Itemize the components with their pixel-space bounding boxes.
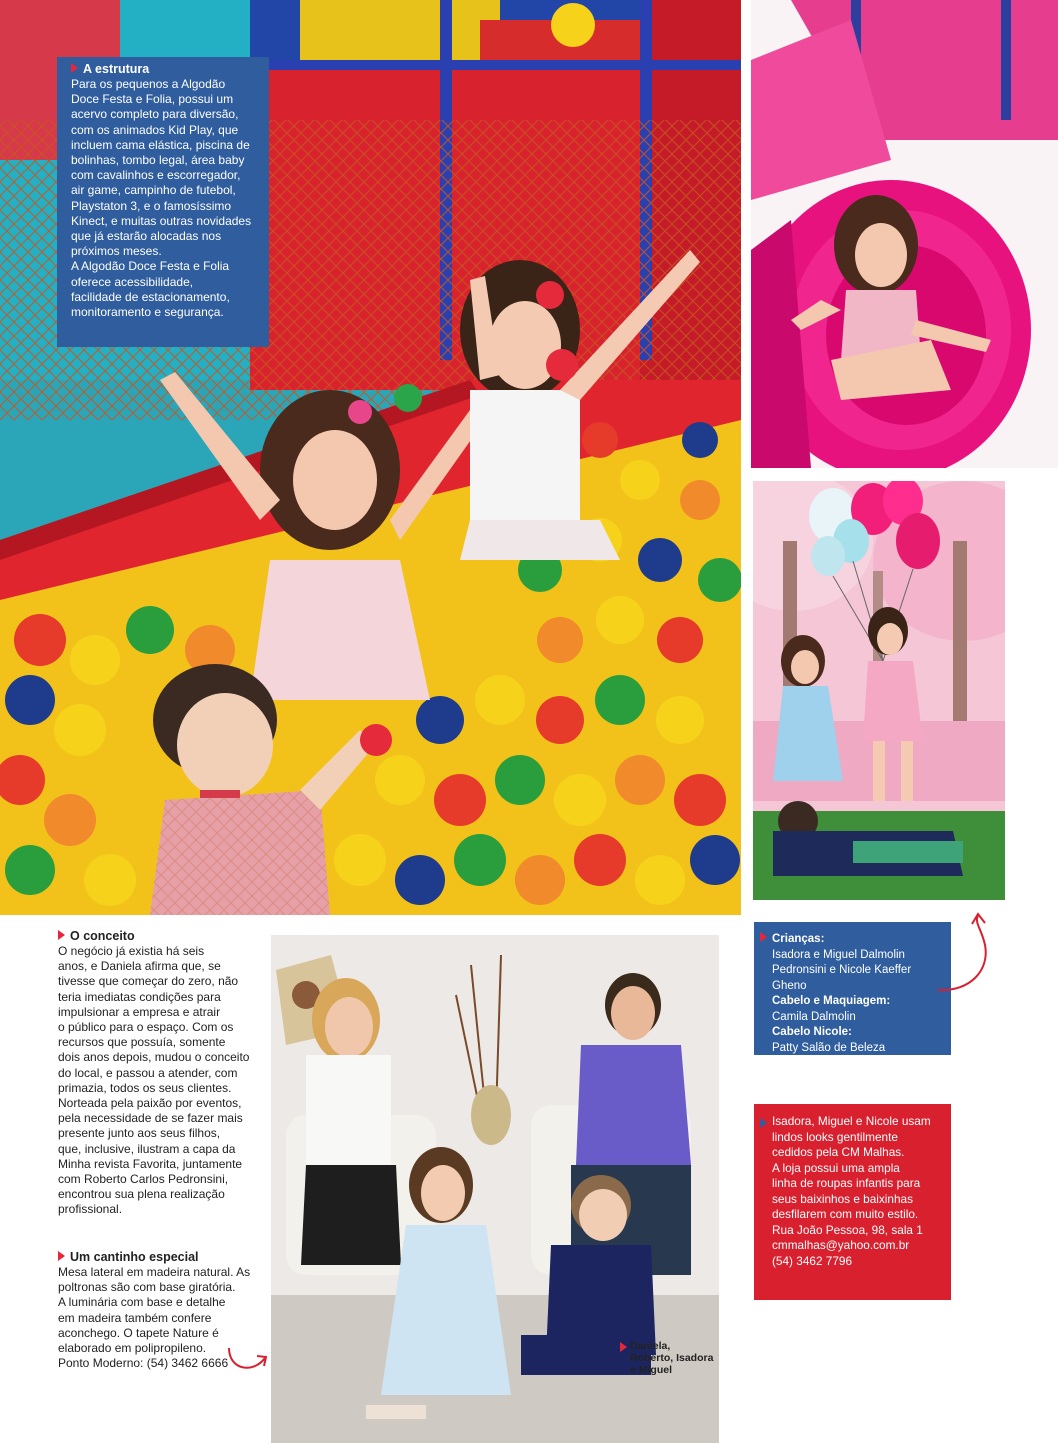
credits-box	[754, 922, 951, 1055]
cabelo-nicole-value: Patty Salão de Beleza	[772, 1041, 886, 1054]
bullet-triangle-icon	[71, 63, 78, 73]
curly-arrow-icon	[225, 1340, 270, 1380]
curly-arrow-icon	[930, 910, 1000, 1000]
estrutura-body: Para os pequenos a Algodão Doce Festa e Folia, possui um acervo completo para diversão, com os animados Kid Play, que incluem cama elástica, piscina de bolinhas, tombo legal, área baby com cavalinhos e escorregador, air game, campinho de futebol, Playstaton 3, e o famosíssimo Kinect, e muitas outras novidades que já estarão alocadas nos próximos meses. A Algodão Doce Festa e Folia oferece acessibilidade, facilidade de estacionamento, monitoramento e segurança.	[71, 77, 252, 320]
estrutura-heading: A estrutura	[71, 62, 259, 77]
criancas-label: Crianças:	[772, 933, 825, 945]
conceito-body: O negócio já existia há seis anos, e Daniela afirma que, se tivesse que começar do zero, não teria imediatas condições para impulsionar a empresa e atrair o público para o espaço. Com os recursos que possuía, somente dois anos depois, mudou o conceito do local, e passou a atender, com primazia, todos os seus clientes. Norteada pela paixão por eventos, pela necessidade de se fazer mais presente junto aos seus filhos, que, inclusive, ilustram a capa da Minha revista Favorita, juntamente com Roberto Carlos Pedronsini, encontrou sua plena realização profissional.	[58, 944, 250, 1217]
bullet-triangle-icon	[58, 930, 65, 940]
bullet-triangle-icon	[760, 1118, 767, 1128]
balloons-photo	[753, 481, 1005, 900]
bullet-triangle-icon	[620, 1342, 627, 1352]
malhas-box	[754, 1104, 951, 1300]
cantinho-body: Mesa lateral em madeira natural. As poltronas são com base giratória. A luminária com base e detalhe em madeira também confere aconchego. O tapete Nature é elaborado em polipropileno. Ponto Moderno: (54) 3462 6666	[58, 1265, 251, 1371]
family-caption: Daniela, Roberto, Isadora e Miguel	[630, 1340, 720, 1376]
cabelo-maquiagem-label: Cabelo e Maquiagem:	[772, 995, 891, 1007]
cabelo-maquiagem-value: Camila Dalmolin	[772, 1010, 856, 1023]
cabelo-nicole-label: Cabelo Nicole:	[772, 1026, 852, 1038]
cantinho-heading: Um cantinho especial	[58, 1250, 270, 1265]
criancas-value: Isadora e Miguel Dalmolin Pedronsini e Nicole Kaeffer Gheno	[772, 948, 912, 992]
criancas-row	[772, 929, 943, 948]
slide-photo	[751, 0, 1058, 468]
estrutura-box	[57, 57, 269, 347]
conceito-heading: O conceito	[58, 929, 270, 944]
malhas-body: Isadora, Miguel e Nicole usam lindos looks gentilmente cedidos pela CM Malhas. A loja possui uma ampla linha de roupas infantis para seus baixinhos e baixinhas desfilarem com muito estilo. Rua João Pessoa, 98, sala 1 cmmalhas@yahoo.com.br (54) 3462 7796	[772, 1114, 931, 1268]
bullet-triangle-icon	[760, 932, 767, 942]
conceito-section	[58, 929, 270, 1218]
bullet-triangle-icon	[58, 1251, 65, 1261]
